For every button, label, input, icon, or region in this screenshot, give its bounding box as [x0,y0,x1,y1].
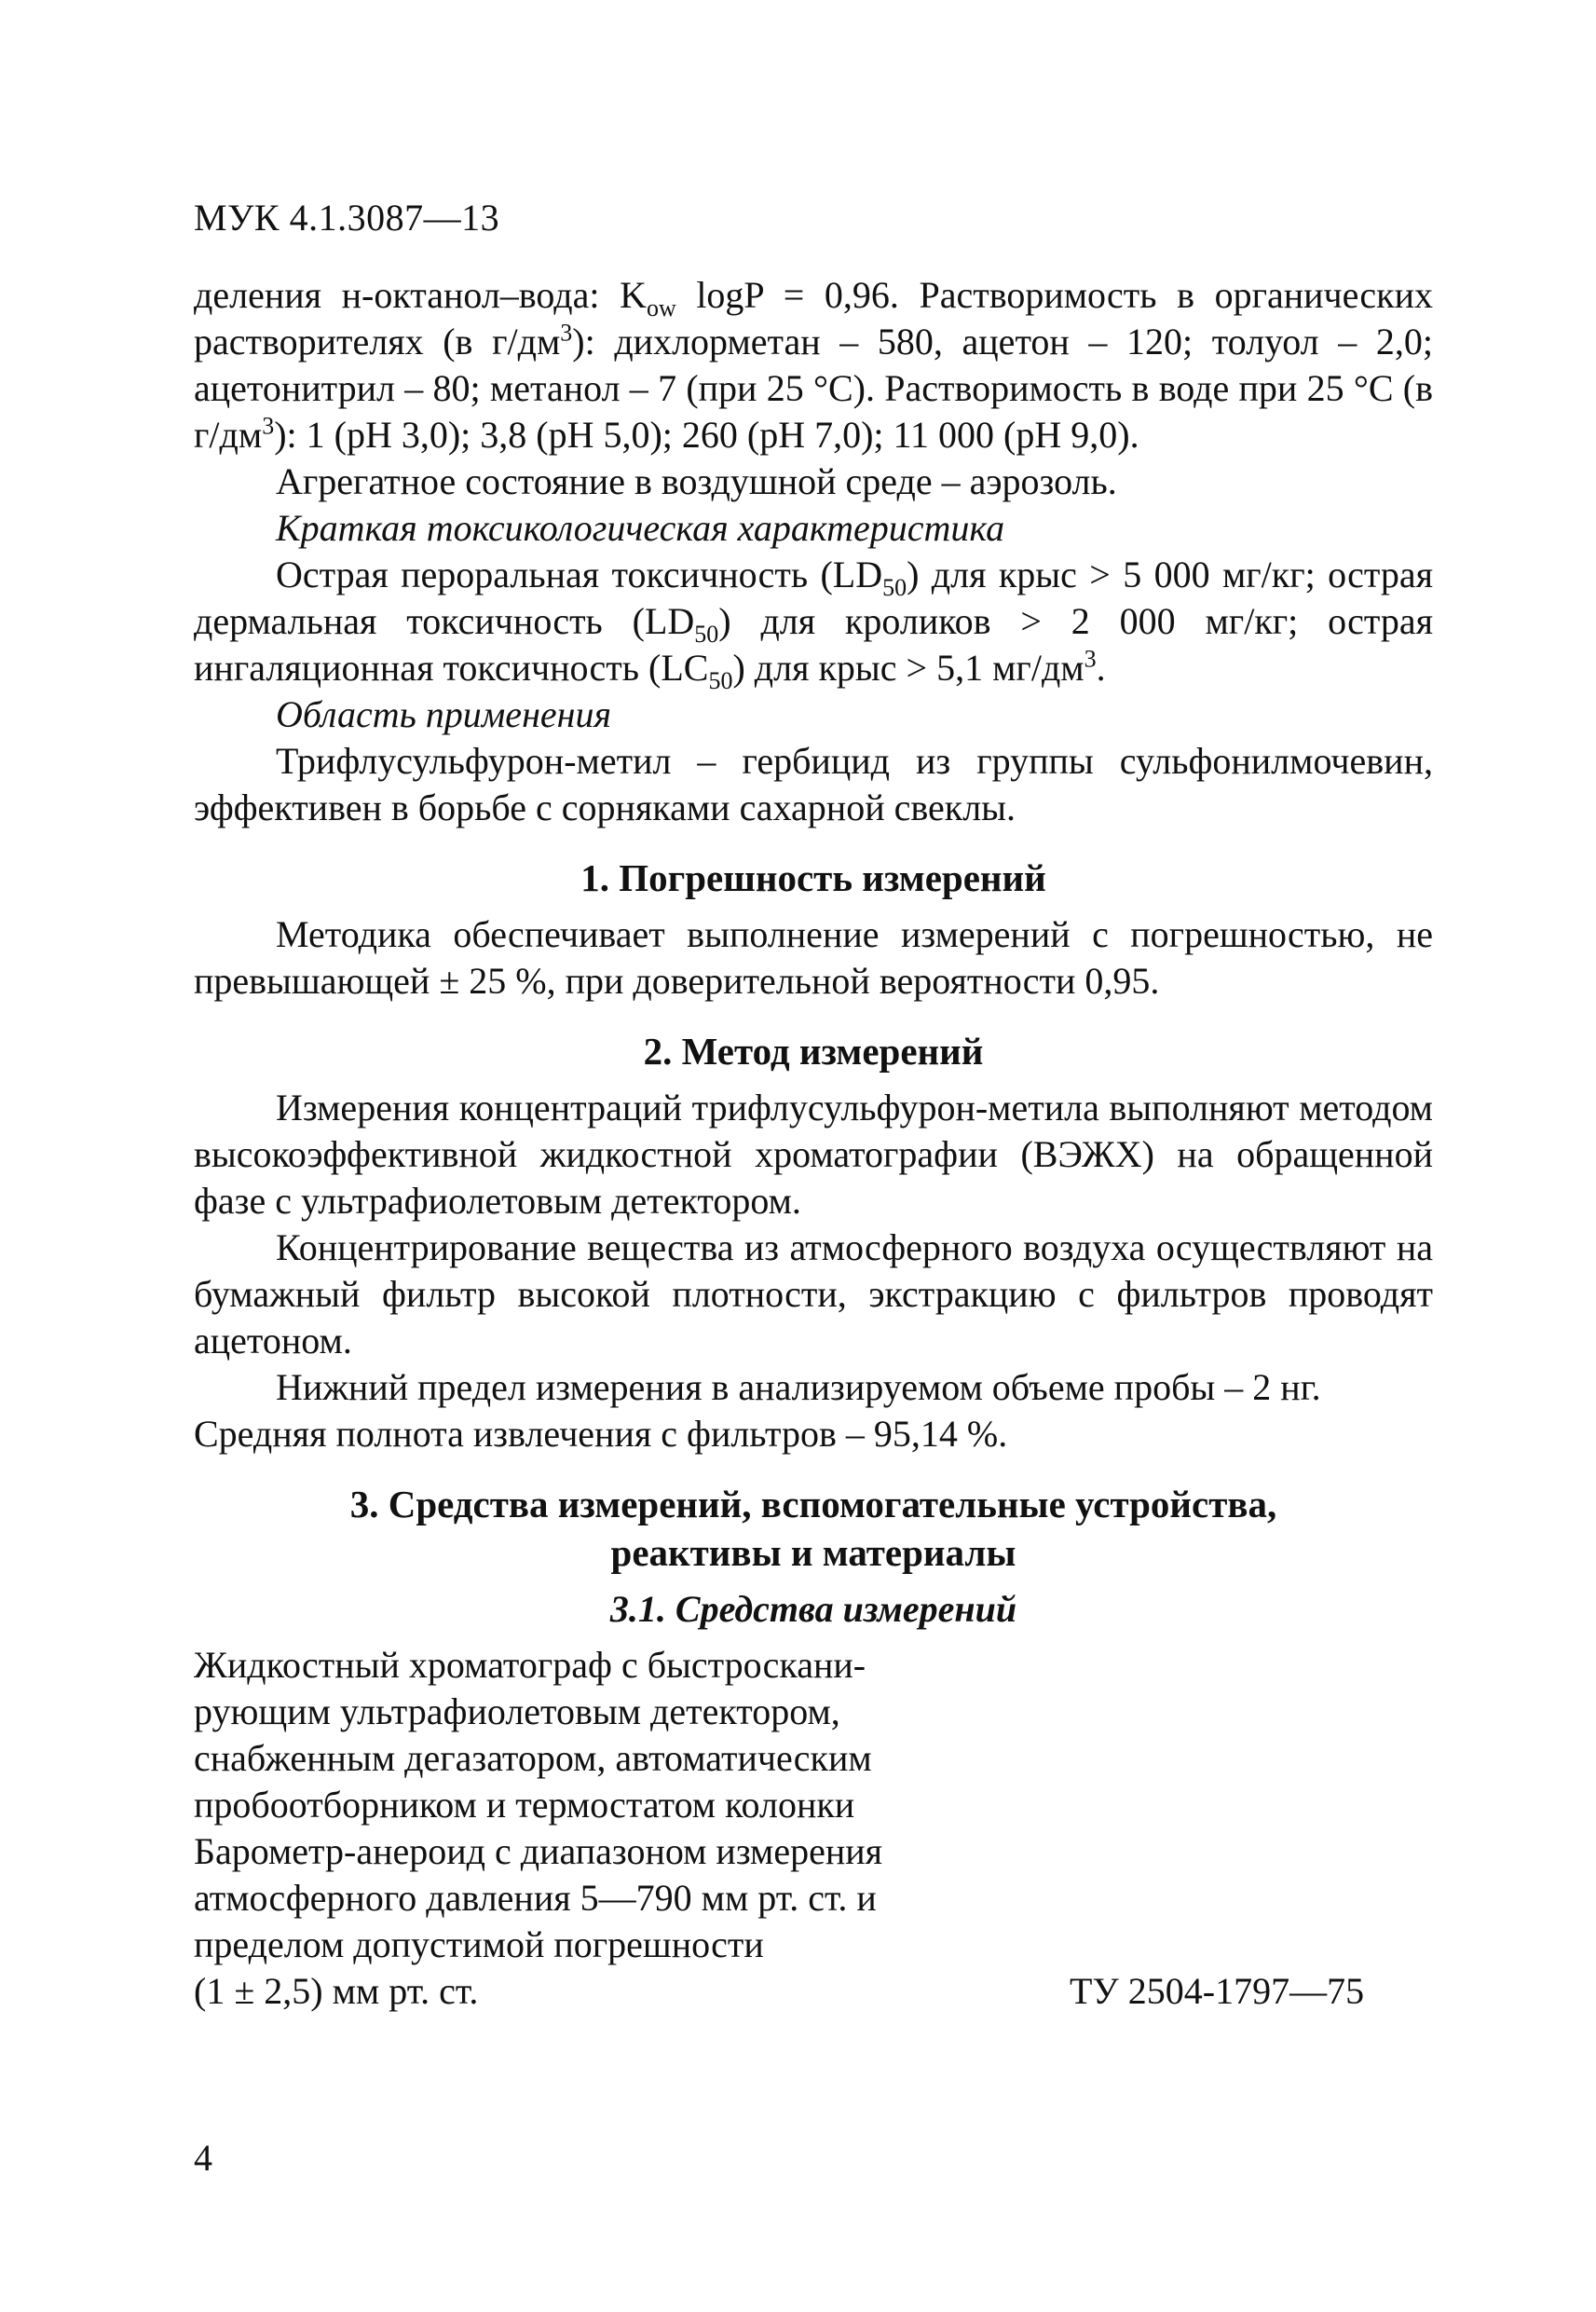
instrument-chromatograph: Жидкостный хроматограф с быстроскани- рующим ультрафиолетовым детектором, снабженным дегазатором, автоматическим пробоотборником и термостатом колонки [194,1644,872,1826]
instrument-barometer-standard: ТУ 2504-1797—75 [1070,1970,1365,2012]
application-heading: Область применения [276,693,612,735]
paragraph-measurement-error: Методика обеспечивает выполнение измерений с погрешностью, не превышающей ± 25 %, при доверительной вероятности 0,95. [194,913,1433,1002]
paragraph-method-hplc: Измерения концентраций трифлусульфурон-метила выполняют методом высокоэффективной жидкостной хроматографии (ВЭЖХ) на обращенной фазе с ультрафиолетовым детектором. [194,1087,1433,1222]
paragraph-concentration: Концентрирование вещества из атмосферного воздуха осуществляют на бумажный фильтр высокой плотности, экстракцию с фильтров проводят ацетоном. [194,1226,1433,1361]
paragraph-recovery: Средняя полнота извлечения с фильтров – 95,14 %. [194,1413,1008,1455]
section-2-title: 2. Метод измерений [643,1030,984,1073]
subsection-3-1-title: 3.1. Средства измерений [609,1588,1017,1630]
toxicology-heading: Краткая токсикологическая характеристика [276,507,1005,549]
paragraph-lower-limit: Нижний предел измерения в анализируемом объеме пробы – 2 нг. [276,1366,1321,1408]
instrument-barometer: Барометр-анероид с диапазоном измерения атмосферного давления 5—790 мм рт. ст. и пределом допустимой погрешности (1 ± 2,5) мм рт. ст. [194,1830,883,2012]
page-number: 4 [194,2137,212,2179]
document-code-header: МУК 4.1.3087—13 [194,197,500,239]
page-content [194,272,1433,2015]
paragraph-aggregate-state: Агрегатное состояние в воздушной среде – аэрозоль. [276,460,1117,502]
section-3-title: 3. Средства измерений, вспомогательные устройства, реактивы и материалы [349,1483,1277,1574]
paragraph-toxicity: Острая пероральная токсичность $(LD_{50})$ для крыс > 5 000 мг/кг; острая дермальная токсичность $(LD_{50})$ для кроликов > 2 000 мг/кг; острая ингаляционная токсичность $(LC_{50})$ для крыс > 5,1 $мг/дм^3$. [194,554,1433,694]
paragraph-partition-solubility: деления н-октанол–вода: $K_{ow}$ logP = 0,96. Растворимость в органических растворителях (в $г/дм^3$): дихлорметан – 580, ацетон – 120; толуол – 2,0; ацетонитрил – 80; метанол – 7 (при 25 °С). Растворимость в воде при 25 °С (в $г/дм^3$): 1 (pH 3,0); 3,8 (pH 5,0); 260 (pH 7,0); 11 000 (pH 9,0). [194,274,1433,456]
section-1-title: 1. Погрешность измерений [580,856,1046,899]
paragraph-application: Трифлусульфурон-метил – гербицид из группы сульфонилмочевин, эффективен в борьбе с сорняками сахарной свеклы. [194,740,1433,828]
instrument-barometer-row [194,1828,1433,2015]
